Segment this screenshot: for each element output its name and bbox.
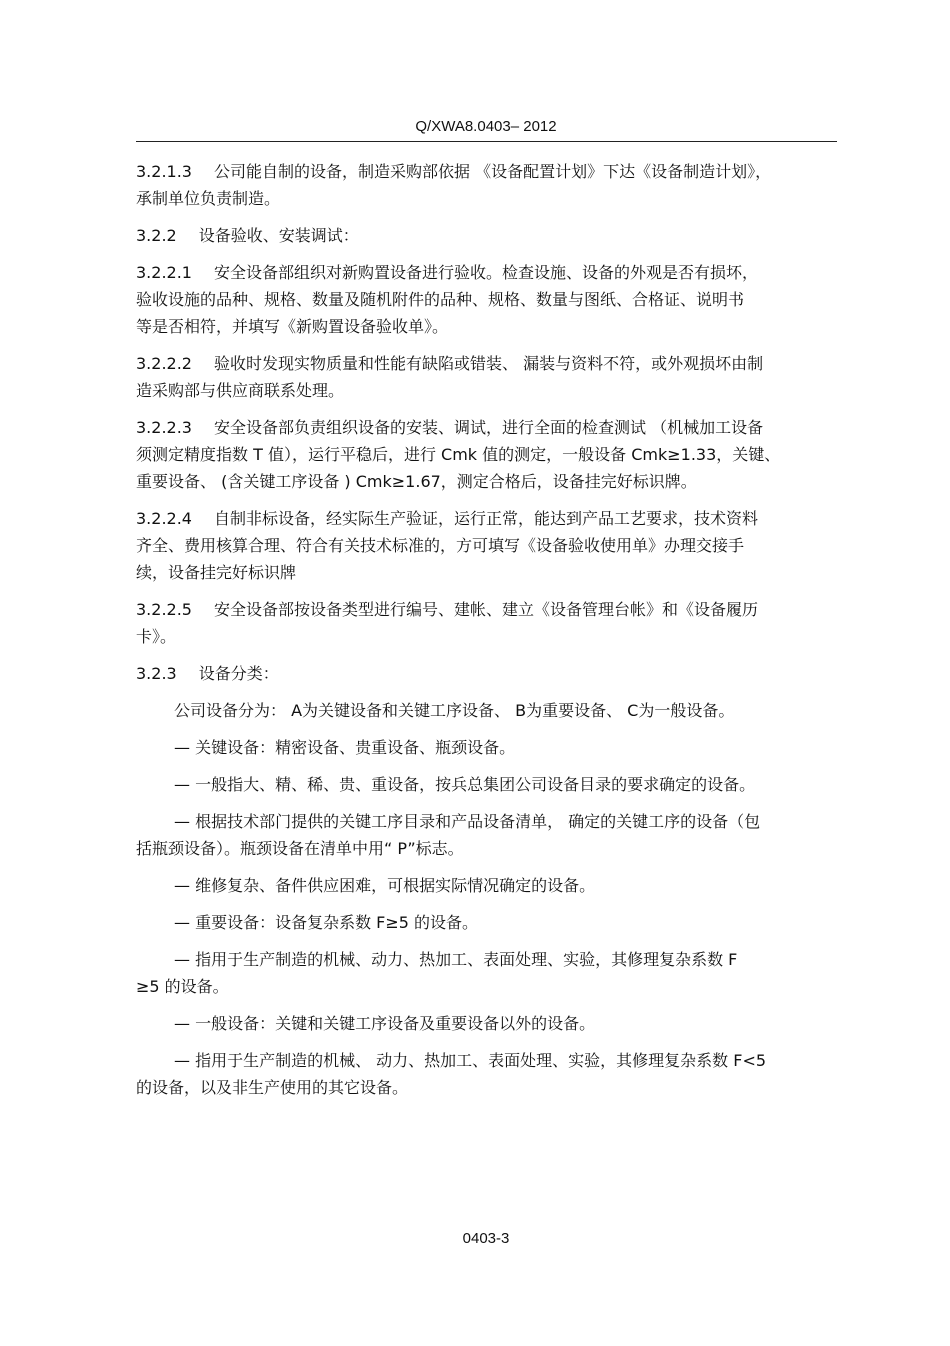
paragraph-text: 安全设备部组织对新购置设备进行验收。检查设施、设备的外观是否有损坏， — [213, 263, 758, 282]
paragraph-text: 自制非标设备，经实际生产验证，运行正常，能达到产品工艺要求，技术资料 — [213, 509, 758, 528]
paragraph-text: 安全设备部按设备类型进行编号、建帐、建立《设备管理台帐》和《设备履历 — [213, 600, 758, 619]
paragraph-line — [136, 946, 836, 973]
paragraph-text: 括瓶颈设备）。瓶颈设备在清单中用“ P”标志。 — [136, 839, 464, 858]
paragraph-line — [136, 505, 836, 532]
paragraph-continuation-line — [136, 468, 836, 495]
paragraph-line — [136, 697, 836, 724]
paragraph-continuation-line — [136, 532, 836, 559]
paragraph-text: 等是否相符，并填写《新购置设备验收单》。 — [136, 317, 449, 336]
header-rule — [136, 141, 837, 142]
section-number: 3.2.2.1 — [136, 263, 192, 282]
paragraph-line — [136, 660, 836, 687]
paragraph-line — [136, 1010, 836, 1037]
paragraph-continuation-line — [136, 286, 836, 313]
paragraph-line — [136, 158, 836, 185]
section-number: 3.2.2 — [136, 226, 177, 245]
paragraph-line — [136, 734, 836, 761]
paragraph-text: 的设备，以及非生产使用的其它设备。 — [136, 1078, 409, 1097]
section-number: 3.2.1.3 — [136, 162, 192, 181]
paragraph-line — [136, 596, 836, 623]
paragraph-text: ≥5 的设备。 — [136, 977, 229, 996]
paragraph-text: 续，设备挂完好标识牌 — [136, 563, 297, 582]
paragraph-text: — 维修复杂、备件供应困难，可根据实际情况确定的设备。 — [174, 876, 596, 895]
paragraph-continuation-line — [136, 377, 836, 404]
paragraph-continuation-line — [136, 185, 836, 212]
paragraph-line — [136, 350, 836, 377]
paragraph-text: 须测定精度指数 T 值），运行平稳后，进行 Cmk 值的测定，一般设备 Cmk≥1.33，关键、 — [136, 445, 781, 464]
paragraph-text: 验收时发现实物质量和性能有缺陷或错装、 漏装与资料不符，或外观损坏由制 — [213, 354, 764, 373]
page-number: 0403-3 — [462, 1230, 510, 1247]
section-number: 3.2.2.3 — [136, 418, 192, 437]
paragraph-text: 公司设备分为： A为关键设备和关键工序设备、 B为重要设备、 C为一般设备。 — [174, 701, 735, 720]
paragraph-text: — 一般指大、精、稀、贵、重设备，按兵总集团公司设备目录的要求确定的设备。 — [174, 775, 756, 794]
paragraph-line — [136, 872, 836, 899]
paragraph-text: 设备分类： — [198, 664, 279, 683]
paragraph-line — [136, 1047, 836, 1074]
paragraph-text: — 指用于生产制造的机械、 动力、热加工、表面处理、实验，其修理复杂系数 F<5 — [174, 1051, 767, 1070]
document-body — [136, 148, 836, 1101]
paragraph-text: — 关键设备：精密设备、贵重设备、瓶颈设备。 — [174, 738, 516, 757]
paragraph-continuation-line — [136, 835, 836, 862]
paragraph-text: 安全设备部负责组织设备的安装、调试，进行全面的检查测试 （机械加工设备 — [213, 418, 764, 437]
section-number: 3.2.2.4 — [136, 509, 192, 528]
paragraph-line — [136, 771, 836, 798]
section-number: 3.2.3 — [136, 664, 177, 683]
paragraph-continuation-line — [136, 1074, 836, 1101]
paragraph-continuation-line — [136, 623, 836, 650]
document-number-header: Q/XWA8.0403– 2012 — [415, 118, 557, 135]
paragraph-text: — 一般设备：关键和关键工序设备及重要设备以外的设备。 — [174, 1014, 596, 1033]
paragraph-text: 齐全、费用核算合理、符合有关技术标准的，方可填写《设备验收使用单》办理交接手 — [136, 536, 745, 555]
paragraph-line — [136, 414, 836, 441]
paragraph-text: — 重要设备：设备复杂系数 F≥5 的设备。 — [174, 913, 479, 932]
paragraph-text: — 指用于生产制造的机械、动力、热加工、表面处理、实验，其修理复杂系数 F — [174, 950, 738, 969]
paragraph-line — [136, 259, 836, 286]
paragraph-line — [136, 909, 836, 936]
paragraph-text: 卡》。 — [136, 627, 177, 646]
paragraph-continuation-line — [136, 973, 836, 1000]
paragraph-text: 造采购部与供应商联系处理。 — [136, 381, 345, 400]
paragraph-text: 公司能自制的设备，制造采购部依据 《设备配置计划》下达《设备制造计划》， — [213, 162, 772, 181]
paragraph-text: 设备验收、安装调试： — [198, 226, 359, 245]
paragraph-line — [136, 222, 836, 249]
paragraph-text: 重要设备、 (含关键工序设备 ) Cmk≥1.67，测定合格后，设备挂完好标识牌。 — [136, 472, 697, 491]
paragraph-text: 验收设施的品种、规格、数量及随机附件的品种、规格、数量与图纸、合格证、说明书 — [136, 290, 745, 309]
section-number: 3.2.2.5 — [136, 600, 192, 619]
paragraph-continuation-line — [136, 559, 836, 586]
paragraph-text: 承制单位负责制造。 — [136, 189, 281, 208]
paragraph-line — [136, 808, 836, 835]
paragraph-continuation-line — [136, 441, 836, 468]
paragraph-continuation-line — [136, 313, 836, 340]
paragraph-text: — 根据技术部门提供的关键工序目录和产品设备清单， 确定的关键工序的设备（包 — [174, 812, 761, 831]
section-number: 3.2.2.2 — [136, 354, 192, 373]
